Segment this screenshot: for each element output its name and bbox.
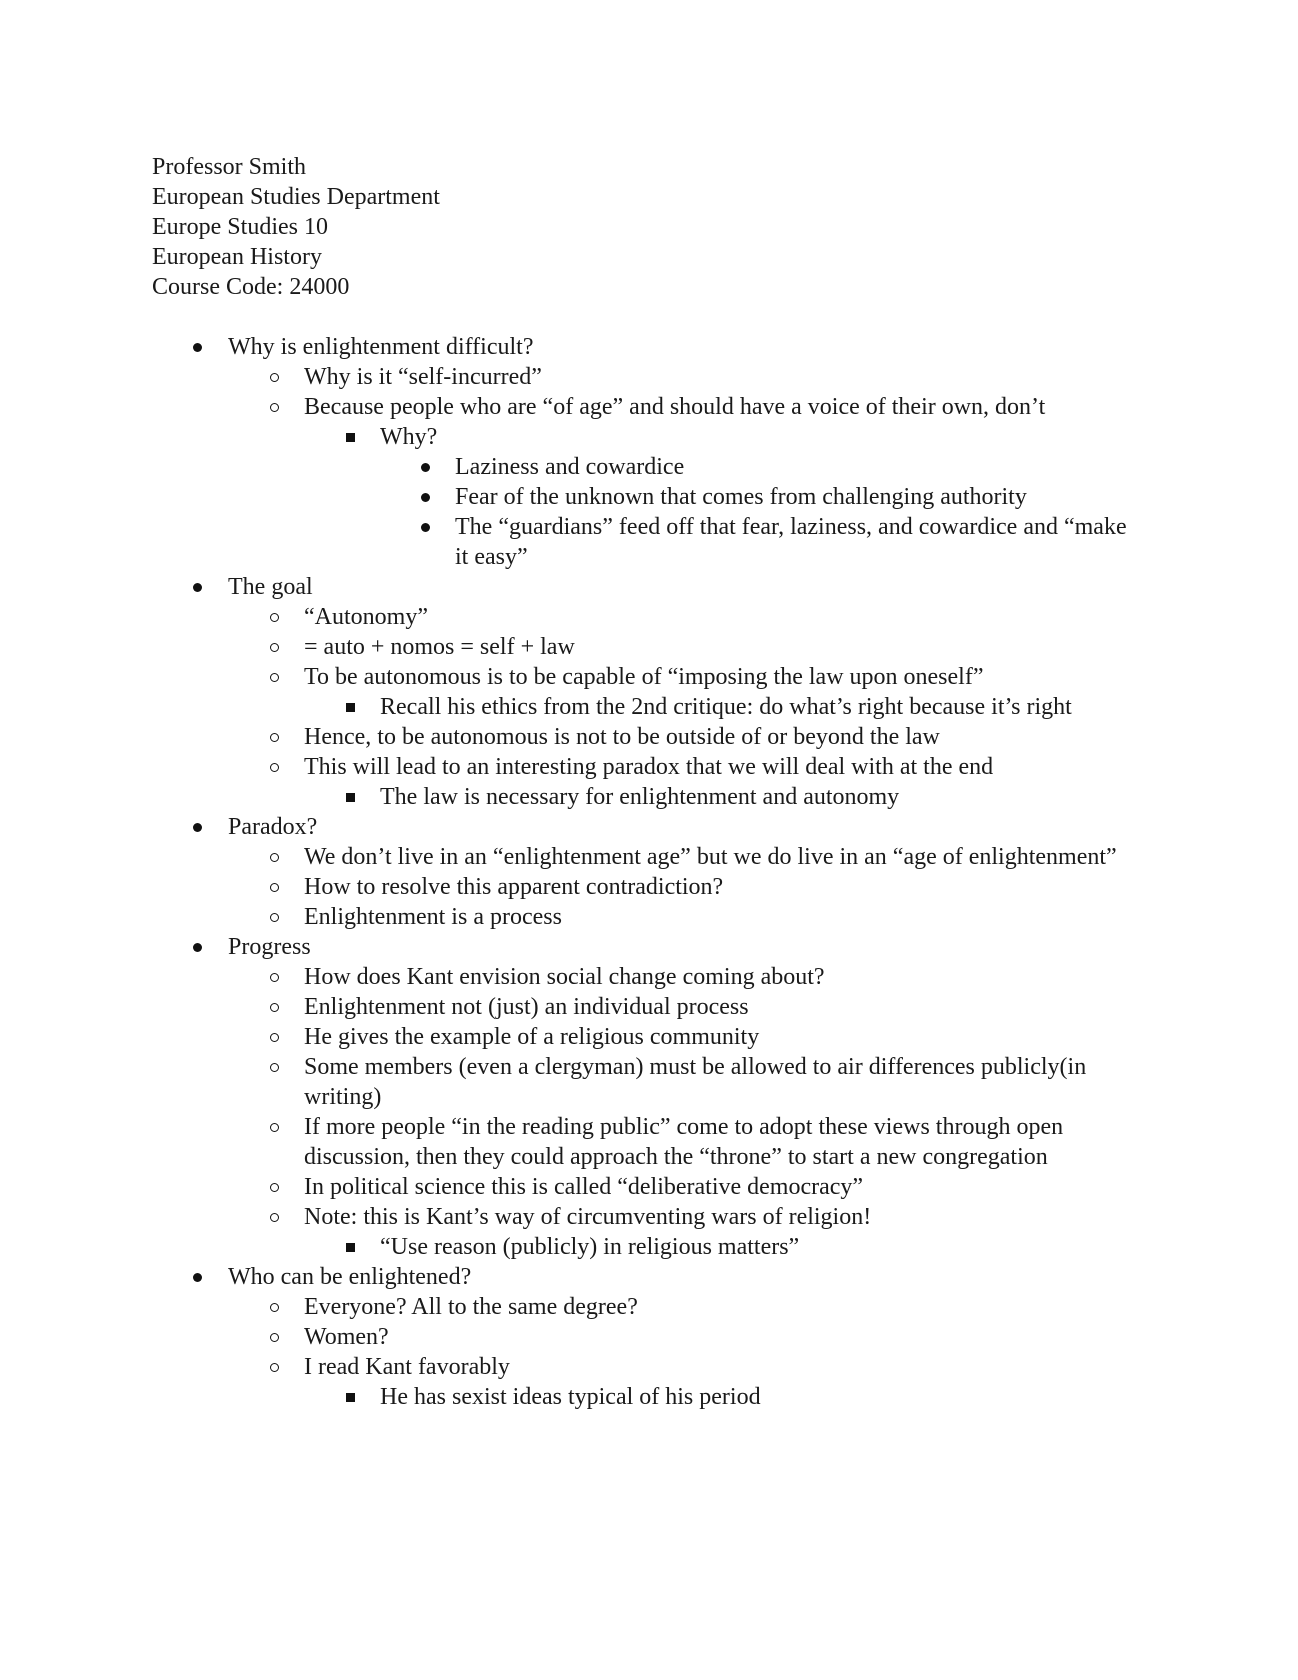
- outline-item-level-2: [0, 1052, 1298, 1112]
- outline-item-text: “Autonomy”: [304, 604, 428, 630]
- outline-item-level-3: [0, 1382, 1298, 1412]
- bullet-circle-icon: [264, 752, 284, 782]
- bullet-circle-icon: [264, 722, 284, 752]
- outline-item-level-2: [0, 992, 1298, 1022]
- outline-item-text: Enlightenment is a process: [304, 904, 562, 930]
- course-code: Course Code: 24000: [152, 274, 350, 300]
- outline-item-level-1: [0, 812, 1298, 842]
- bullet-dot-icon: [415, 482, 435, 512]
- bullet-circle-icon: [264, 872, 284, 902]
- bullet-square-icon: [340, 1232, 360, 1262]
- outline-item-text: Why is it “self-incurred”: [304, 364, 542, 390]
- outline-item-text: Because people who are “of age” and should have a voice of their own, don’t: [304, 394, 1046, 420]
- bullet-square-icon: [340, 422, 360, 452]
- outline-item-text: Who can be enlightened?: [228, 1264, 472, 1290]
- course-name: Europe Studies 10: [152, 214, 328, 240]
- outline-item-text: This will lead to an interesting paradox that we will deal with at the end: [304, 754, 994, 780]
- outline-item-level-2: [0, 872, 1298, 902]
- outline-item-level-1: [0, 572, 1298, 602]
- outline-item-level-2: [0, 1172, 1298, 1202]
- outline-item-text: Progress: [228, 934, 311, 960]
- outline-item-level-3: [0, 692, 1298, 722]
- bullet-circle-icon: [264, 992, 284, 1022]
- outline-item-text: Note: this is Kant’s way of circumventing wars of religion!: [304, 1204, 872, 1230]
- outline-item-text: = auto + nomos = self + law: [304, 634, 575, 660]
- outline-item-text: Laziness and cowardice: [455, 454, 685, 480]
- outline-item-level-2: [0, 1322, 1298, 1352]
- bullet-dot-icon: [187, 812, 207, 842]
- bullet-circle-icon: [264, 632, 284, 662]
- bullet-dot-icon: [187, 932, 207, 962]
- outline-item-level-2: [0, 1112, 1298, 1172]
- outline-item-level-2: [0, 362, 1298, 392]
- outline-item-level-2: [0, 842, 1298, 872]
- outline-item-text: Fear of the unknown that comes from challenging authority: [455, 484, 1027, 510]
- bullet-circle-icon: [264, 1202, 284, 1232]
- outline-item-level-1: [0, 1262, 1298, 1292]
- professor-name: Professor Smith: [152, 154, 307, 180]
- outline-item-level-1: [0, 932, 1298, 962]
- outline-item-text: The goal: [228, 574, 313, 600]
- bullet-circle-icon: [264, 1112, 284, 1142]
- bullet-circle-icon: [264, 1352, 284, 1382]
- outline-item-text: Hence, to be autonomous is not to be outside of or beyond the law: [304, 724, 940, 750]
- outline-item-text: If more people “in the reading public” come to adopt these views through open discussion, then they could approach the “throne” to start a new congregation: [304, 1114, 1064, 1170]
- bullet-dot-icon: [415, 512, 435, 542]
- outline-item-level-2: [0, 1202, 1298, 1232]
- outline-item-level-4: [0, 512, 1298, 572]
- outline-item-text: Women?: [304, 1324, 389, 1350]
- outline-item-level-3: [0, 1232, 1298, 1262]
- outline-item-level-2: [0, 1022, 1298, 1052]
- outline-item-level-2: [0, 392, 1298, 422]
- bullet-circle-icon: [264, 1022, 284, 1052]
- outline-item-level-4: [0, 452, 1298, 482]
- subject-name: European History: [152, 244, 322, 270]
- outline-item-text: How does Kant envision social change coming about?: [304, 964, 825, 990]
- outline-item-text: In political science this is called “deliberative democracy”: [304, 1174, 864, 1200]
- outline-item-text: Why?: [380, 424, 438, 450]
- bullet-square-icon: [340, 1382, 360, 1412]
- outline-item-text: Everyone? All to the same degree?: [304, 1294, 638, 1320]
- outline-item-text: Recall his ethics from the 2nd critique: do what’s right because it’s right: [380, 694, 1072, 720]
- outline-item-level-2: [0, 662, 1298, 692]
- outline-item-level-1: [0, 332, 1298, 362]
- bullet-circle-icon: [264, 1292, 284, 1322]
- department-name: European Studies Department: [152, 184, 440, 210]
- bullet-circle-icon: [264, 1052, 284, 1082]
- outline-item-text: Why is enlightenment difficult?: [228, 334, 534, 360]
- outline-item-text: He gives the example of a religious community: [304, 1024, 760, 1050]
- outline-item-level-2: [0, 902, 1298, 932]
- outline-item-text: He has sexist ideas typical of his period: [380, 1384, 761, 1410]
- document-header: [152, 152, 440, 302]
- outline-item-text: To be autonomous is to be capable of “imposing the law upon oneself”: [304, 664, 984, 690]
- outline-item-level-2: [0, 722, 1298, 752]
- outline-item-level-2: [0, 1352, 1298, 1382]
- outline-item-text: The “guardians” feed off that fear, laziness, and cowardice and “make it easy”: [455, 514, 1127, 570]
- outline-item-text: Paradox?: [228, 814, 318, 840]
- bullet-circle-icon: [264, 662, 284, 692]
- outline-item-text: I read Kant favorably: [304, 1354, 510, 1380]
- outline-item-text: The law is necessary for enlightenment and autonomy: [380, 784, 900, 810]
- outline-item-text: “Use reason (publicly) in religious matters”: [380, 1234, 800, 1260]
- bullet-circle-icon: [264, 362, 284, 392]
- outline-item-text: Enlightenment not (just) an individual process: [304, 994, 749, 1020]
- outline-item-level-2: [0, 752, 1298, 782]
- bullet-square-icon: [340, 692, 360, 722]
- outline-item-level-2: [0, 602, 1298, 632]
- bullet-circle-icon: [264, 602, 284, 632]
- bullet-circle-icon: [264, 962, 284, 992]
- outline-item-text: We don’t live in an “enlightenment age” but we do live in an “age of enlightenment”: [304, 844, 1117, 870]
- bullet-circle-icon: [264, 1172, 284, 1202]
- bullet-dot-icon: [187, 1262, 207, 1292]
- bullet-square-icon: [340, 782, 360, 812]
- outline-item-level-2: [0, 962, 1298, 992]
- outline-item-level-3: [0, 782, 1298, 812]
- bullet-circle-icon: [264, 392, 284, 422]
- bullet-dot-icon: [187, 572, 207, 602]
- bullet-dot-icon: [415, 452, 435, 482]
- outline-item-level-2: [0, 1292, 1298, 1322]
- bullet-dot-icon: [187, 332, 207, 362]
- bullet-circle-icon: [264, 1322, 284, 1352]
- bullet-circle-icon: [264, 842, 284, 872]
- outline-item-level-4: [0, 482, 1298, 512]
- lecture-outline: [0, 332, 1298, 1412]
- bullet-circle-icon: [264, 902, 284, 932]
- outline-item-level-2: [0, 632, 1298, 662]
- outline-item-text: How to resolve this apparent contradiction?: [304, 874, 724, 900]
- outline-item-text: Some members (even a clergyman) must be allowed to air differences publicly(in writing): [304, 1054, 1087, 1110]
- outline-item-level-3: [0, 422, 1298, 452]
